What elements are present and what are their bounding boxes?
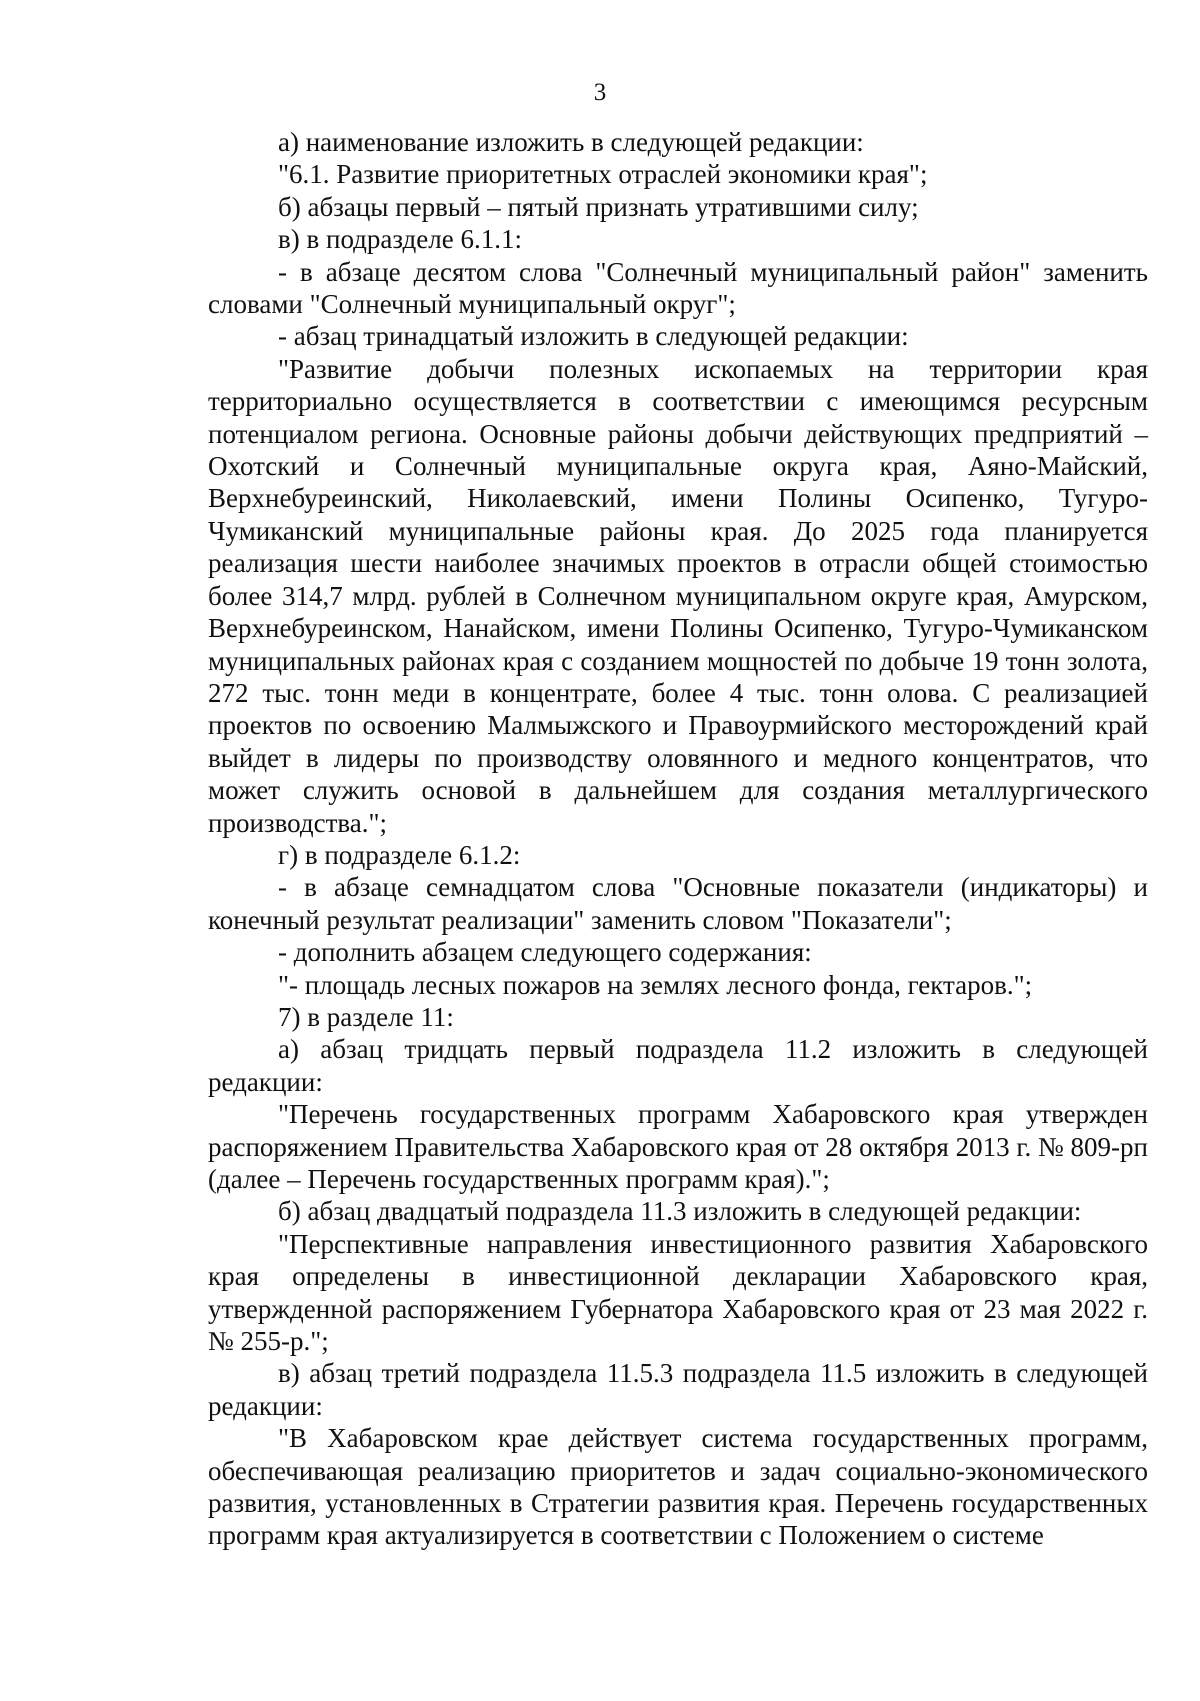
paragraph-11-5-3: в) абзац третий подраздела 11.5.3 подраздела 11.5 изложить в следующей редакции: <box>208 1358 1148 1421</box>
page-number: 3 <box>593 79 607 106</box>
paragraph-programs-list: "Перечень государственных программ Хабаровского края утвержден распоряжением Правительства Хабаровского края от 28 октября 2013 г. № 809-рп (далее – Перечень государственных программ края)."; <box>208 1099 1148 1194</box>
paragraph-forest-fires: "- площадь лесных пожаров на землях лесного фонда, гектаров."; <box>278 969 1033 1000</box>
paragraph-state-programs: "В Хабаровском крае действует система государственных программ, обеспечивающая реализацию приоритетов и задач социально-экономического развития, установленных в Стратегии развития края. Перечень государственных программ края актуализируется в соответствии с Положением о системе <box>208 1423 1148 1551</box>
paragraph-section-title: "6.1. Развитие приоритетных отраслей экономики края"; <box>278 159 928 190</box>
paragraph-g-subsection: г) в подразделе 6.1.2: <box>278 839 521 870</box>
paragraph-mining-quote: "Развитие добычи полезных ископаемых на территории края территориально осуществляется в соответствии с имеющимся ресурсным потенциалом региона. Основные районы добычи действующих предприятий – Охотский и Солнечный муниципальные округа края, Аяно-Майский, Верхнебуреинский, Николаевский, имени Полины Осипенко, Тугуро-Чумиканский муниципальные районы края. До 2025 года планируется реализация шести наиболее значимых проектов в отрасли общей стоимостью более 314,7 млрд. рублей в Солнечном муниципальном округе края, Амурском, Верхнебуреинском, Нанайском, имени Полины Осипенко, Тугуро-Чумиканском муниципальных районах края с созданием мощностей по добыче 19 тонн золота, 272 тыс. тонн меди в концентрате, более 4 тыс. тонн олова. С реализацией проектов по освоению Малмыжского и Правоурмийского месторождений край выйдет в лидеры по производству оловянного и медного концентратов, что может служить основой в дальнейшем для создания металлургического производства."; <box>208 353 1148 838</box>
paragraph-investment: "Перспективные направления инвестиционного развития Хабаровского края определены в инвестиционной декларации Хабаровского края, утвержденной распоряжением Губернатора Хабаровского края от 23 мая 2022 г. № 255-р."; <box>208 1228 1148 1357</box>
paragraph-seventeenth: - в абзаце семнадцатом слова "Основные показатели (индикаторы) и конечный результат реализации" заменить словом "Показатели"; <box>208 872 1148 935</box>
paragraph-thirteenth: - абзац тринадцатый изложить в следующей редакции: <box>278 321 909 352</box>
paragraph-b-repeal: б) абзацы первый – пятый признать утратившими силу; <box>278 191 919 222</box>
document-body <box>208 126 1148 1552</box>
paragraph-v-subsection: в) в подразделе 6.1.1: <box>278 224 522 255</box>
paragraph-11-2: а) абзац тридцать первый подраздела 11.2 изложить в следующей редакции: <box>208 1034 1148 1097</box>
paragraph-section-11: 7) в разделе 11: <box>278 1001 454 1032</box>
paragraph-11-3: б) абзац двадцатый подраздела 11.3 изложить в следующей редакции: <box>278 1196 1082 1227</box>
paragraph-add-item: - дополнить абзацем следующего содержания: <box>278 937 812 968</box>
paragraph-a-title-heading: а) наименование изложить в следующей редакции: <box>278 127 864 157</box>
paragraph-replace-words: - в абзаце десятом слова "Солнечный муниципальный район" заменить словами "Солнечный муниципальный округ"; <box>208 256 1148 320</box>
